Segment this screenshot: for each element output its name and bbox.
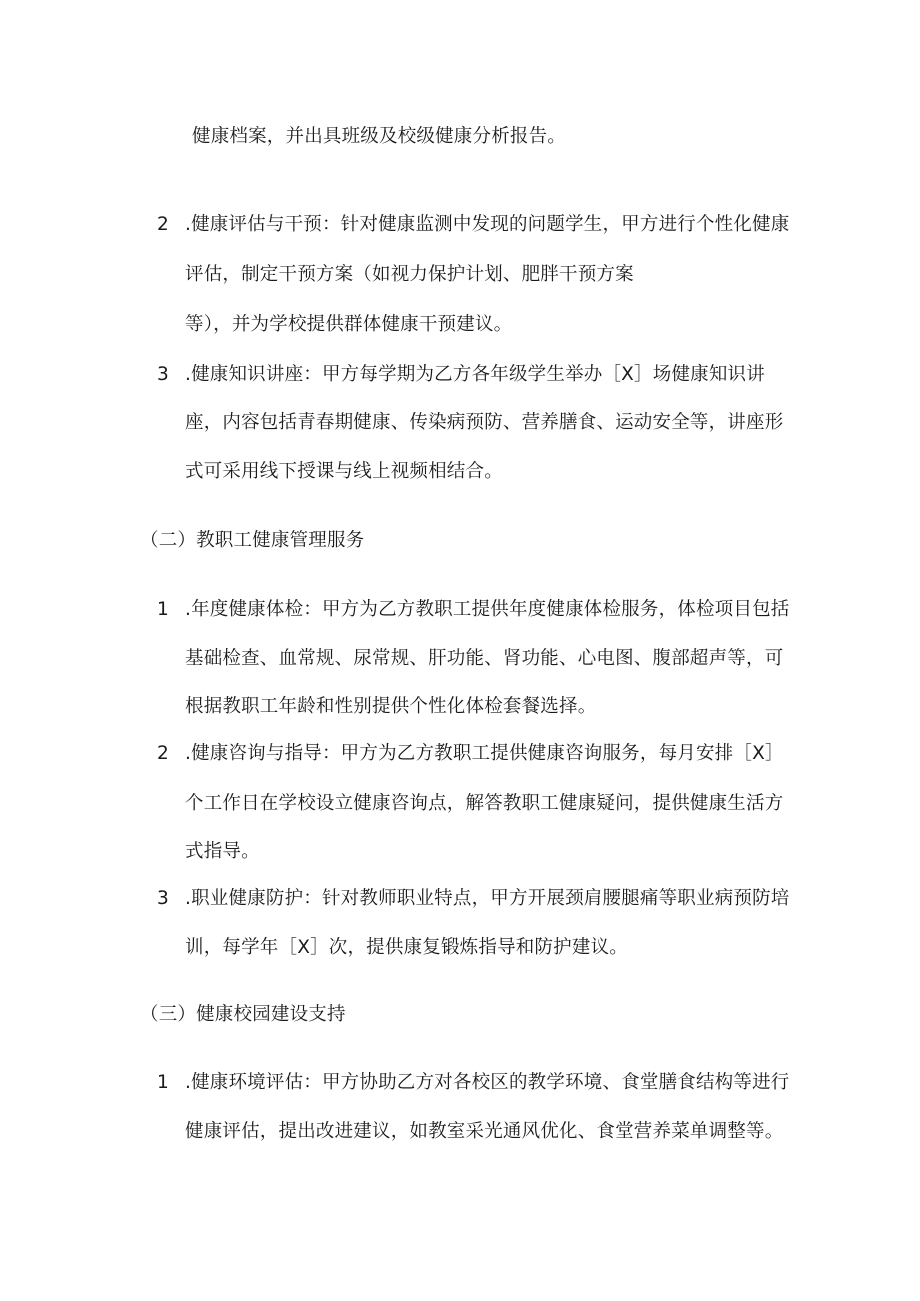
paragraph-line: 健康档案，并出具班级及校级健康分析报告。 xyxy=(192,126,567,147)
list-item-text: .健康评估与干预：针对健康监测中发现的问题学生，甲方进行个性化健康 xyxy=(185,214,790,235)
list-item-line: 式可采用线下授课与线上视频相结合。 xyxy=(185,461,503,482)
list-item-line: 式指导。 xyxy=(185,841,260,862)
list-item-line: 个工作日在学校设立健康咨询点，解答教职工健康疑问，提供健康生活方 xyxy=(185,793,784,814)
list-item-line: 等），并为学校提供群体健康干预建议。 xyxy=(185,314,513,335)
list-item-number: 3 xyxy=(157,888,169,909)
list-item-line: 评估，制定干预方案（如视力保护计划、肥胖干预方案 xyxy=(185,264,634,285)
section-heading: （三）健康校园建设支持 xyxy=(140,1004,346,1025)
list-item-line: 座，内容包括青春期健康、传染病预防、营养膳食、运动安全等，讲座形 xyxy=(185,412,784,433)
list-item-line: 基础检查、血常规、尿常规、肝功能、肾功能、心电图、腹部超声等，可 xyxy=(185,648,784,669)
list-item-number: 2 xyxy=(157,214,169,235)
list-item-number: 1 xyxy=(157,1072,169,1093)
list-item-first-line xyxy=(157,886,789,912)
list-item-number: 1 xyxy=(157,599,169,620)
list-item-line: 健康评估，提出改进建议，如教室采光通风优化、食堂营养菜单调整等。 xyxy=(185,1121,784,1142)
list-item-line: 根据教职工年龄和性别提供个性化体检套餐选择。 xyxy=(185,696,597,717)
list-item-first-line xyxy=(157,741,784,767)
list-item-first-line xyxy=(157,597,789,623)
list-item-text: .职业健康防护：针对教师职业特点，甲方开展颈肩腰腿痛等职业病预防培 xyxy=(185,888,790,909)
list-item-text: .健康知识讲座：甲方每学期为乙方各年级学生举办［X］场健康知识讲 xyxy=(185,364,765,385)
section-heading: （二）教职工健康管理服务 xyxy=(140,530,365,551)
list-item-text: .健康环境评估：甲方协助乙方对各校区的教学环境、食堂膳食结构等进行 xyxy=(185,1072,790,1093)
list-item-first-line xyxy=(157,1070,789,1096)
list-item-text: .年度健康体检：甲方为乙方教职工提供年度健康体检服务，体检项目包括 xyxy=(185,599,790,620)
list-item-first-line xyxy=(157,212,789,238)
list-item-line: 训，每学年［X］次，提供康复锻炼指导和防护建议。 xyxy=(185,937,628,958)
list-item-number: 3 xyxy=(157,364,169,385)
list-item-number: 2 xyxy=(157,743,169,764)
list-item-text: .健康咨询与指导：甲方为乙方教职工提供健康咨询服务，每月安排［X］ xyxy=(185,743,784,764)
list-item-first-line xyxy=(157,362,765,388)
